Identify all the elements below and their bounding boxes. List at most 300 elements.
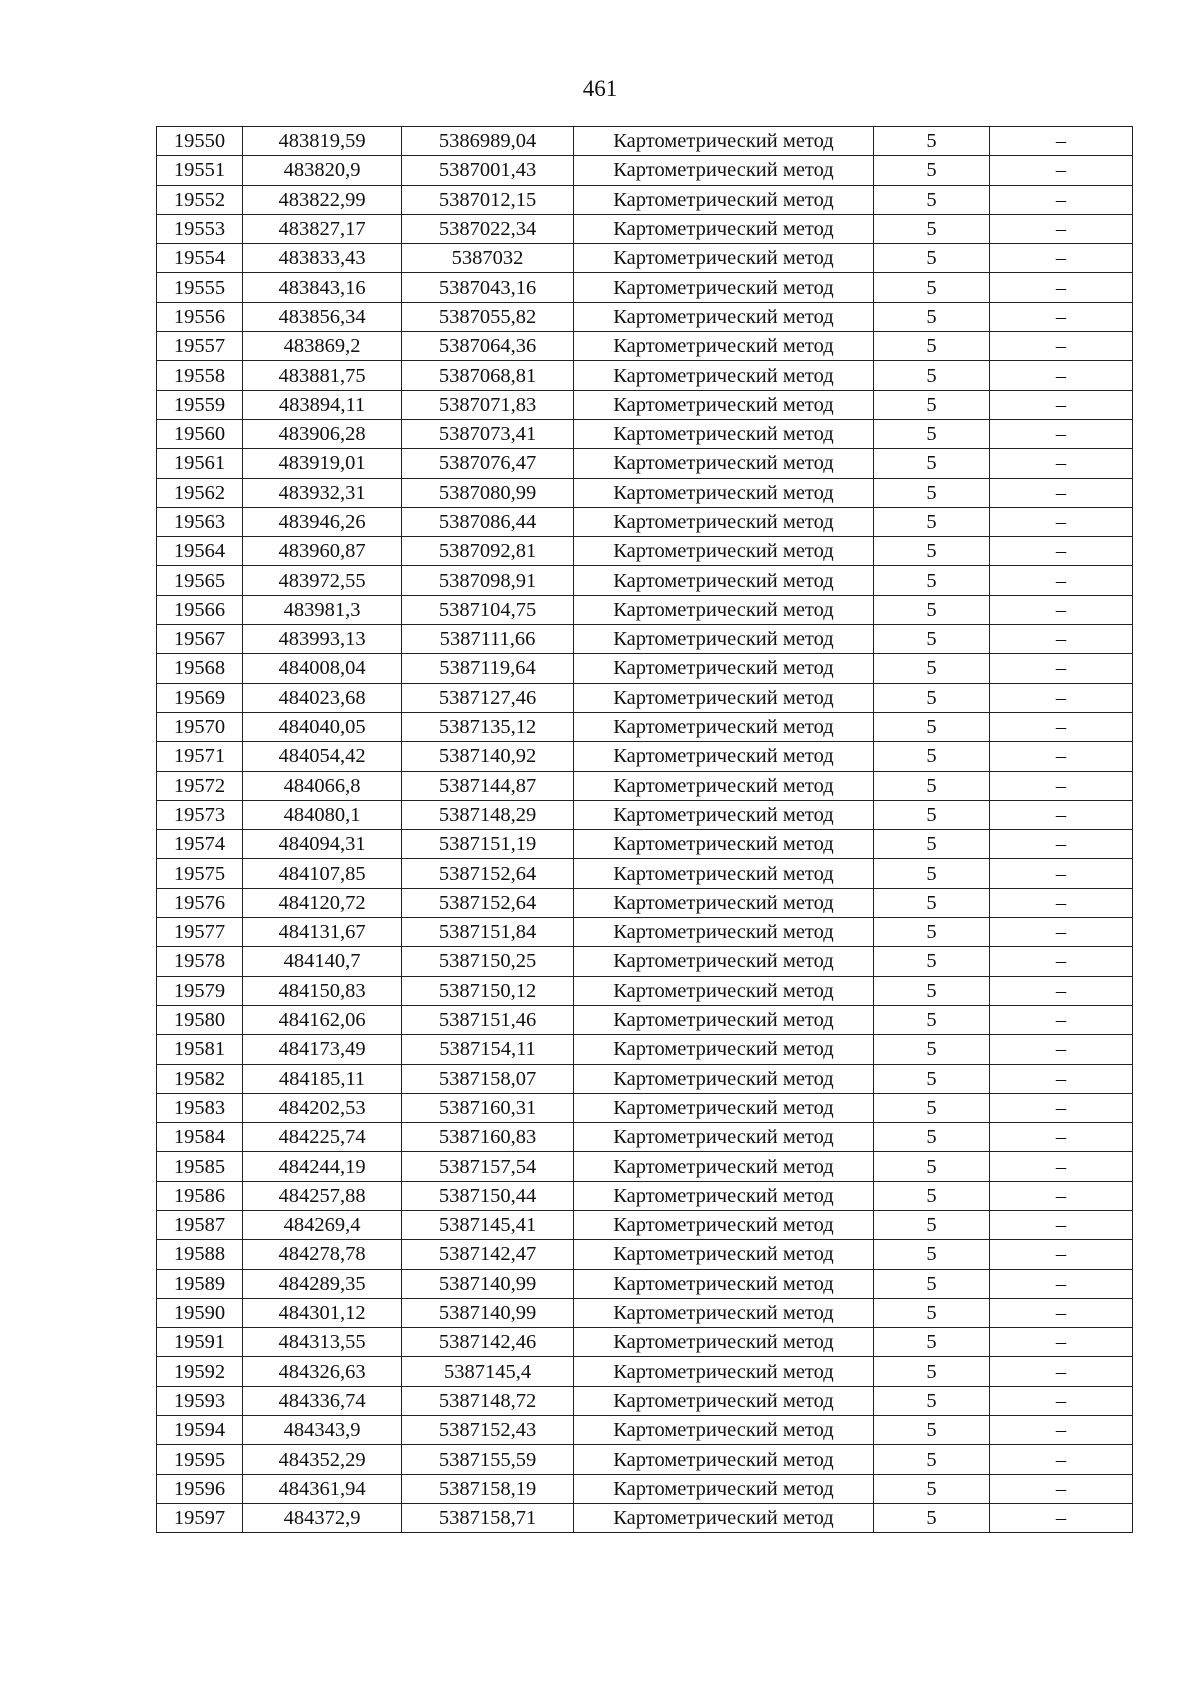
- method-cell: Картометрический метод: [574, 1210, 874, 1239]
- y-coordinate-cell: 5387155,59: [402, 1445, 574, 1474]
- y-coordinate-cell: 5387071,83: [402, 390, 574, 419]
- y-coordinate-cell: 5387012,15: [402, 185, 574, 214]
- method-cell: Картометрический метод: [574, 1474, 874, 1503]
- accuracy-cell: 5: [874, 1298, 990, 1327]
- table-row: [157, 976, 1133, 1005]
- method-cell: Картометрический метод: [574, 156, 874, 185]
- empty-mark-cell: –: [990, 156, 1133, 185]
- y-coordinate-cell: 5387140,99: [402, 1269, 574, 1298]
- point-number-cell: 19568: [157, 654, 243, 683]
- x-coordinate-cell: 483993,13: [243, 625, 402, 654]
- point-number-cell: 19562: [157, 478, 243, 507]
- x-coordinate-cell: 483894,11: [243, 390, 402, 419]
- point-number-cell: 19596: [157, 1474, 243, 1503]
- x-coordinate-cell: 483919,01: [243, 449, 402, 478]
- point-number-cell: 19582: [157, 1064, 243, 1093]
- accuracy-cell: 5: [874, 976, 990, 1005]
- method-cell: Картометрический метод: [574, 976, 874, 1005]
- y-coordinate-cell: 5387055,82: [402, 302, 574, 331]
- table-row: [157, 390, 1133, 419]
- empty-mark-cell: –: [990, 1416, 1133, 1445]
- method-cell: Картометрический метод: [574, 566, 874, 595]
- method-cell: Картометрический метод: [574, 1328, 874, 1357]
- accuracy-cell: 5: [874, 1093, 990, 1122]
- empty-mark-cell: –: [990, 507, 1133, 536]
- accuracy-cell: 5: [874, 390, 990, 419]
- table-row: [157, 1240, 1133, 1269]
- x-coordinate-cell: 484040,05: [243, 712, 402, 741]
- accuracy-cell: 5: [874, 859, 990, 888]
- accuracy-cell: 5: [874, 1152, 990, 1181]
- empty-mark-cell: –: [990, 1210, 1133, 1239]
- point-number-cell: 19558: [157, 361, 243, 390]
- point-number-cell: 19587: [157, 1210, 243, 1239]
- table-row: [157, 859, 1133, 888]
- x-coordinate-cell: 483856,34: [243, 302, 402, 331]
- point-number-cell: 19556: [157, 302, 243, 331]
- point-number-cell: 19555: [157, 273, 243, 302]
- y-coordinate-cell: 5387154,11: [402, 1035, 574, 1064]
- empty-mark-cell: –: [990, 771, 1133, 800]
- empty-mark-cell: –: [990, 390, 1133, 419]
- method-cell: Картометрический метод: [574, 244, 874, 273]
- table-row: [157, 1123, 1133, 1152]
- empty-mark-cell: –: [990, 712, 1133, 741]
- method-cell: Картометрический метод: [574, 1005, 874, 1034]
- point-number-cell: 19578: [157, 947, 243, 976]
- empty-mark-cell: –: [990, 1005, 1133, 1034]
- y-coordinate-cell: 5387092,81: [402, 537, 574, 566]
- table-row: [157, 1093, 1133, 1122]
- accuracy-cell: 5: [874, 302, 990, 331]
- accuracy-cell: 5: [874, 683, 990, 712]
- table-row: [157, 1210, 1133, 1239]
- table-row: [157, 1386, 1133, 1415]
- x-coordinate-cell: 484140,7: [243, 947, 402, 976]
- empty-mark-cell: –: [990, 1240, 1133, 1269]
- empty-mark-cell: –: [990, 1152, 1133, 1181]
- point-number-cell: 19563: [157, 507, 243, 536]
- accuracy-cell: 5: [874, 1386, 990, 1415]
- accuracy-cell: 5: [874, 654, 990, 683]
- empty-mark-cell: –: [990, 478, 1133, 507]
- method-cell: Картометрический метод: [574, 1269, 874, 1298]
- method-cell: Картометрический метод: [574, 595, 874, 624]
- empty-mark-cell: –: [990, 1035, 1133, 1064]
- method-cell: Картометрический метод: [574, 478, 874, 507]
- y-coordinate-cell: 5387144,87: [402, 771, 574, 800]
- x-coordinate-cell: 483946,26: [243, 507, 402, 536]
- accuracy-cell: 5: [874, 1445, 990, 1474]
- table-row: [157, 800, 1133, 829]
- x-coordinate-cell: 484326,63: [243, 1357, 402, 1386]
- method-cell: Картометрический метод: [574, 1357, 874, 1386]
- y-coordinate-cell: 5387076,47: [402, 449, 574, 478]
- table-row: [157, 683, 1133, 712]
- empty-mark-cell: –: [990, 361, 1133, 390]
- method-cell: Картометрический метод: [574, 1093, 874, 1122]
- method-cell: Картометрический метод: [574, 1181, 874, 1210]
- method-cell: Картометрический метод: [574, 127, 874, 156]
- empty-mark-cell: –: [990, 537, 1133, 566]
- accuracy-cell: 5: [874, 156, 990, 185]
- y-coordinate-cell: 5387148,29: [402, 800, 574, 829]
- x-coordinate-cell: 484008,04: [243, 654, 402, 683]
- table-row: [157, 449, 1133, 478]
- point-number-cell: 19586: [157, 1181, 243, 1210]
- method-cell: Картометрический метод: [574, 947, 874, 976]
- method-cell: Картометрический метод: [574, 742, 874, 771]
- x-coordinate-cell: 484336,74: [243, 1386, 402, 1415]
- point-number-cell: 19585: [157, 1152, 243, 1181]
- point-number-cell: 19588: [157, 1240, 243, 1269]
- x-coordinate-cell: 484107,85: [243, 859, 402, 888]
- accuracy-cell: 5: [874, 566, 990, 595]
- empty-mark-cell: –: [990, 595, 1133, 624]
- table-row: [157, 302, 1133, 331]
- y-coordinate-cell: 5387135,12: [402, 712, 574, 741]
- empty-mark-cell: –: [990, 273, 1133, 302]
- empty-mark-cell: –: [990, 1093, 1133, 1122]
- method-cell: Картометрический метод: [574, 888, 874, 917]
- table-row: [157, 1152, 1133, 1181]
- method-cell: Картометрический метод: [574, 302, 874, 331]
- table-row: [157, 478, 1133, 507]
- accuracy-cell: 5: [874, 1269, 990, 1298]
- accuracy-cell: 5: [874, 1035, 990, 1064]
- accuracy-cell: 5: [874, 478, 990, 507]
- table-row: [157, 1357, 1133, 1386]
- empty-mark-cell: –: [990, 830, 1133, 859]
- method-cell: Картометрический метод: [574, 332, 874, 361]
- y-coordinate-cell: 5387043,16: [402, 273, 574, 302]
- table-row: [157, 156, 1133, 185]
- y-coordinate-cell: 5387073,41: [402, 419, 574, 448]
- accuracy-cell: 5: [874, 214, 990, 243]
- y-coordinate-cell: 5387148,72: [402, 1386, 574, 1415]
- point-number-cell: 19570: [157, 712, 243, 741]
- empty-mark-cell: –: [990, 127, 1133, 156]
- x-coordinate-cell: 484023,68: [243, 683, 402, 712]
- method-cell: Картометрический метод: [574, 1416, 874, 1445]
- point-number-cell: 19591: [157, 1328, 243, 1357]
- accuracy-cell: 5: [874, 771, 990, 800]
- accuracy-cell: 5: [874, 1503, 990, 1532]
- method-cell: Картометрический метод: [574, 712, 874, 741]
- method-cell: Картометрический метод: [574, 1240, 874, 1269]
- x-coordinate-cell: 483833,43: [243, 244, 402, 273]
- x-coordinate-cell: 484343,9: [243, 1416, 402, 1445]
- x-coordinate-cell: 483972,55: [243, 566, 402, 595]
- point-number-cell: 19583: [157, 1093, 243, 1122]
- accuracy-cell: 5: [874, 947, 990, 976]
- table-row: [157, 185, 1133, 214]
- empty-mark-cell: –: [990, 976, 1133, 1005]
- x-coordinate-cell: 483960,87: [243, 537, 402, 566]
- y-coordinate-cell: 5387022,34: [402, 214, 574, 243]
- table-row: [157, 332, 1133, 361]
- x-coordinate-cell: 483881,75: [243, 361, 402, 390]
- method-cell: Картометрический метод: [574, 1064, 874, 1093]
- table-row: [157, 654, 1133, 683]
- empty-mark-cell: –: [990, 1503, 1133, 1532]
- y-coordinate-cell: 5387158,07: [402, 1064, 574, 1093]
- empty-mark-cell: –: [990, 419, 1133, 448]
- empty-mark-cell: –: [990, 1064, 1133, 1093]
- point-number-cell: 19551: [157, 156, 243, 185]
- y-coordinate-cell: 5387080,99: [402, 478, 574, 507]
- x-coordinate-cell: 484372,9: [243, 1503, 402, 1532]
- point-number-cell: 19571: [157, 742, 243, 771]
- empty-mark-cell: –: [990, 654, 1133, 683]
- point-number-cell: 19581: [157, 1035, 243, 1064]
- y-coordinate-cell: 5387145,41: [402, 1210, 574, 1239]
- table-row: [157, 1298, 1133, 1327]
- accuracy-cell: 5: [874, 537, 990, 566]
- accuracy-cell: 5: [874, 127, 990, 156]
- table-row: [157, 595, 1133, 624]
- empty-mark-cell: –: [990, 1386, 1133, 1415]
- table-row: [157, 712, 1133, 741]
- point-number-cell: 19584: [157, 1123, 243, 1152]
- point-number-cell: 19552: [157, 185, 243, 214]
- method-cell: Картометрический метод: [574, 918, 874, 947]
- accuracy-cell: 5: [874, 830, 990, 859]
- table-row: [157, 1064, 1133, 1093]
- method-cell: Картометрический метод: [574, 1298, 874, 1327]
- accuracy-cell: 5: [874, 742, 990, 771]
- method-cell: Картометрический метод: [574, 361, 874, 390]
- y-coordinate-cell: 5387150,12: [402, 976, 574, 1005]
- y-coordinate-cell: 5387151,84: [402, 918, 574, 947]
- y-coordinate-cell: 5387140,99: [402, 1298, 574, 1327]
- point-number-cell: 19565: [157, 566, 243, 595]
- point-number-cell: 19580: [157, 1005, 243, 1034]
- method-cell: Картометрический метод: [574, 859, 874, 888]
- x-coordinate-cell: 484361,94: [243, 1474, 402, 1503]
- x-coordinate-cell: 484066,8: [243, 771, 402, 800]
- x-coordinate-cell: 484120,72: [243, 888, 402, 917]
- table-row: [157, 830, 1133, 859]
- method-cell: Картометрический метод: [574, 830, 874, 859]
- x-coordinate-cell: 483869,2: [243, 332, 402, 361]
- point-number-cell: 19574: [157, 830, 243, 859]
- accuracy-cell: 5: [874, 1210, 990, 1239]
- point-number-cell: 19576: [157, 888, 243, 917]
- y-coordinate-cell: 5387157,54: [402, 1152, 574, 1181]
- y-coordinate-cell: 5387158,71: [402, 1503, 574, 1532]
- empty-mark-cell: –: [990, 449, 1133, 478]
- accuracy-cell: 5: [874, 888, 990, 917]
- point-number-cell: 19560: [157, 419, 243, 448]
- empty-mark-cell: –: [990, 244, 1133, 273]
- x-coordinate-cell: 484080,1: [243, 800, 402, 829]
- x-coordinate-cell: 483819,59: [243, 127, 402, 156]
- point-number-cell: 19561: [157, 449, 243, 478]
- table-row: [157, 419, 1133, 448]
- point-number-cell: 19553: [157, 214, 243, 243]
- method-cell: Картометрический метод: [574, 625, 874, 654]
- y-coordinate-cell: 5387140,92: [402, 742, 574, 771]
- x-coordinate-cell: 484173,49: [243, 1035, 402, 1064]
- y-coordinate-cell: 5387145,4: [402, 1357, 574, 1386]
- empty-mark-cell: –: [990, 1328, 1133, 1357]
- table-row: [157, 566, 1133, 595]
- y-coordinate-cell: 5387119,64: [402, 654, 574, 683]
- point-number-cell: 19567: [157, 625, 243, 654]
- accuracy-cell: 5: [874, 1328, 990, 1357]
- point-number-cell: 19595: [157, 1445, 243, 1474]
- point-number-cell: 19554: [157, 244, 243, 273]
- y-coordinate-cell: 5387152,64: [402, 888, 574, 917]
- x-coordinate-cell: 484094,31: [243, 830, 402, 859]
- coordinates-table: [156, 126, 1133, 1533]
- x-coordinate-cell: 483932,31: [243, 478, 402, 507]
- method-cell: Картометрический метод: [574, 800, 874, 829]
- point-number-cell: 19592: [157, 1357, 243, 1386]
- table-row: [157, 1269, 1133, 1298]
- table-row: [157, 507, 1133, 536]
- x-coordinate-cell: 483820,9: [243, 156, 402, 185]
- method-cell: Картометрический метод: [574, 185, 874, 214]
- point-number-cell: 19577: [157, 918, 243, 947]
- x-coordinate-cell: 484289,35: [243, 1269, 402, 1298]
- point-number-cell: 19575: [157, 859, 243, 888]
- method-cell: Картометрический метод: [574, 1123, 874, 1152]
- table-row: [157, 771, 1133, 800]
- x-coordinate-cell: 484269,4: [243, 1210, 402, 1239]
- table-row: [157, 214, 1133, 243]
- empty-mark-cell: –: [990, 947, 1133, 976]
- method-cell: Картометрический метод: [574, 273, 874, 302]
- empty-mark-cell: –: [990, 1474, 1133, 1503]
- point-number-cell: 19559: [157, 390, 243, 419]
- accuracy-cell: 5: [874, 1416, 990, 1445]
- x-coordinate-cell: 484054,42: [243, 742, 402, 771]
- y-coordinate-cell: 5386989,04: [402, 127, 574, 156]
- method-cell: Картометрический метод: [574, 449, 874, 478]
- table-row: [157, 361, 1133, 390]
- point-number-cell: 19569: [157, 683, 243, 712]
- x-coordinate-cell: 484131,67: [243, 918, 402, 947]
- method-cell: Картометрический метод: [574, 537, 874, 566]
- table-row: [157, 1005, 1133, 1034]
- table-row: [157, 918, 1133, 947]
- accuracy-cell: 5: [874, 1240, 990, 1269]
- empty-mark-cell: –: [990, 1123, 1133, 1152]
- method-cell: Картометрический метод: [574, 1445, 874, 1474]
- x-coordinate-cell: 484244,19: [243, 1152, 402, 1181]
- empty-mark-cell: –: [990, 1181, 1133, 1210]
- accuracy-cell: 5: [874, 507, 990, 536]
- point-number-cell: 19593: [157, 1386, 243, 1415]
- accuracy-cell: 5: [874, 273, 990, 302]
- empty-mark-cell: –: [990, 800, 1133, 829]
- point-number-cell: 19557: [157, 332, 243, 361]
- method-cell: Картометрический метод: [574, 390, 874, 419]
- y-coordinate-cell: 5387111,66: [402, 625, 574, 654]
- table-row: [157, 537, 1133, 566]
- y-coordinate-cell: 5387001,43: [402, 156, 574, 185]
- accuracy-cell: 5: [874, 918, 990, 947]
- table-row: [157, 625, 1133, 654]
- accuracy-cell: 5: [874, 185, 990, 214]
- point-number-cell: 19572: [157, 771, 243, 800]
- accuracy-cell: 5: [874, 1123, 990, 1152]
- accuracy-cell: 5: [874, 361, 990, 390]
- empty-mark-cell: –: [990, 1445, 1133, 1474]
- empty-mark-cell: –: [990, 214, 1133, 243]
- point-number-cell: 19579: [157, 976, 243, 1005]
- x-coordinate-cell: 483843,16: [243, 273, 402, 302]
- point-number-cell: 19597: [157, 1503, 243, 1532]
- empty-mark-cell: –: [990, 742, 1133, 771]
- y-coordinate-cell: 5387160,31: [402, 1093, 574, 1122]
- y-coordinate-cell: 5387086,44: [402, 507, 574, 536]
- x-coordinate-cell: 483906,28: [243, 419, 402, 448]
- point-number-cell: 19573: [157, 800, 243, 829]
- accuracy-cell: 5: [874, 625, 990, 654]
- table-row: [157, 1474, 1133, 1503]
- empty-mark-cell: –: [990, 302, 1133, 331]
- y-coordinate-cell: 5387160,83: [402, 1123, 574, 1152]
- y-coordinate-cell: 5387104,75: [402, 595, 574, 624]
- point-number-cell: 19589: [157, 1269, 243, 1298]
- x-coordinate-cell: 484202,53: [243, 1093, 402, 1122]
- accuracy-cell: 5: [874, 1064, 990, 1093]
- table-row: [157, 1445, 1133, 1474]
- y-coordinate-cell: 5387150,25: [402, 947, 574, 976]
- table-row: [157, 127, 1133, 156]
- accuracy-cell: 5: [874, 244, 990, 273]
- table-row: [157, 742, 1133, 771]
- empty-mark-cell: –: [990, 918, 1133, 947]
- empty-mark-cell: –: [990, 185, 1133, 214]
- page-number: 461: [582, 76, 618, 101]
- point-number-cell: 19566: [157, 595, 243, 624]
- point-number-cell: 19590: [157, 1298, 243, 1327]
- coordinates-table-body: [157, 127, 1133, 1533]
- y-coordinate-cell: 5387151,46: [402, 1005, 574, 1034]
- x-coordinate-cell: 484352,29: [243, 1445, 402, 1474]
- table-row: [157, 947, 1133, 976]
- accuracy-cell: 5: [874, 1474, 990, 1503]
- empty-mark-cell: –: [990, 683, 1133, 712]
- point-number-cell: 19550: [157, 127, 243, 156]
- x-coordinate-cell: 484257,88: [243, 1181, 402, 1210]
- accuracy-cell: 5: [874, 449, 990, 478]
- table-row: [157, 244, 1133, 273]
- empty-mark-cell: –: [990, 888, 1133, 917]
- table-row: [157, 1503, 1133, 1532]
- method-cell: Картометрический метод: [574, 1035, 874, 1064]
- empty-mark-cell: –: [990, 625, 1133, 654]
- accuracy-cell: 5: [874, 1181, 990, 1210]
- empty-mark-cell: –: [990, 1269, 1133, 1298]
- empty-mark-cell: –: [990, 1357, 1133, 1386]
- method-cell: Картометрический метод: [574, 214, 874, 243]
- accuracy-cell: 5: [874, 419, 990, 448]
- y-coordinate-cell: 5387127,46: [402, 683, 574, 712]
- x-coordinate-cell: 484162,06: [243, 1005, 402, 1034]
- method-cell: Картометрический метод: [574, 1152, 874, 1181]
- table-row: [157, 273, 1133, 302]
- accuracy-cell: 5: [874, 1005, 990, 1034]
- x-coordinate-cell: 483822,99: [243, 185, 402, 214]
- accuracy-cell: 5: [874, 1357, 990, 1386]
- method-cell: Картометрический метод: [574, 1386, 874, 1415]
- accuracy-cell: 5: [874, 595, 990, 624]
